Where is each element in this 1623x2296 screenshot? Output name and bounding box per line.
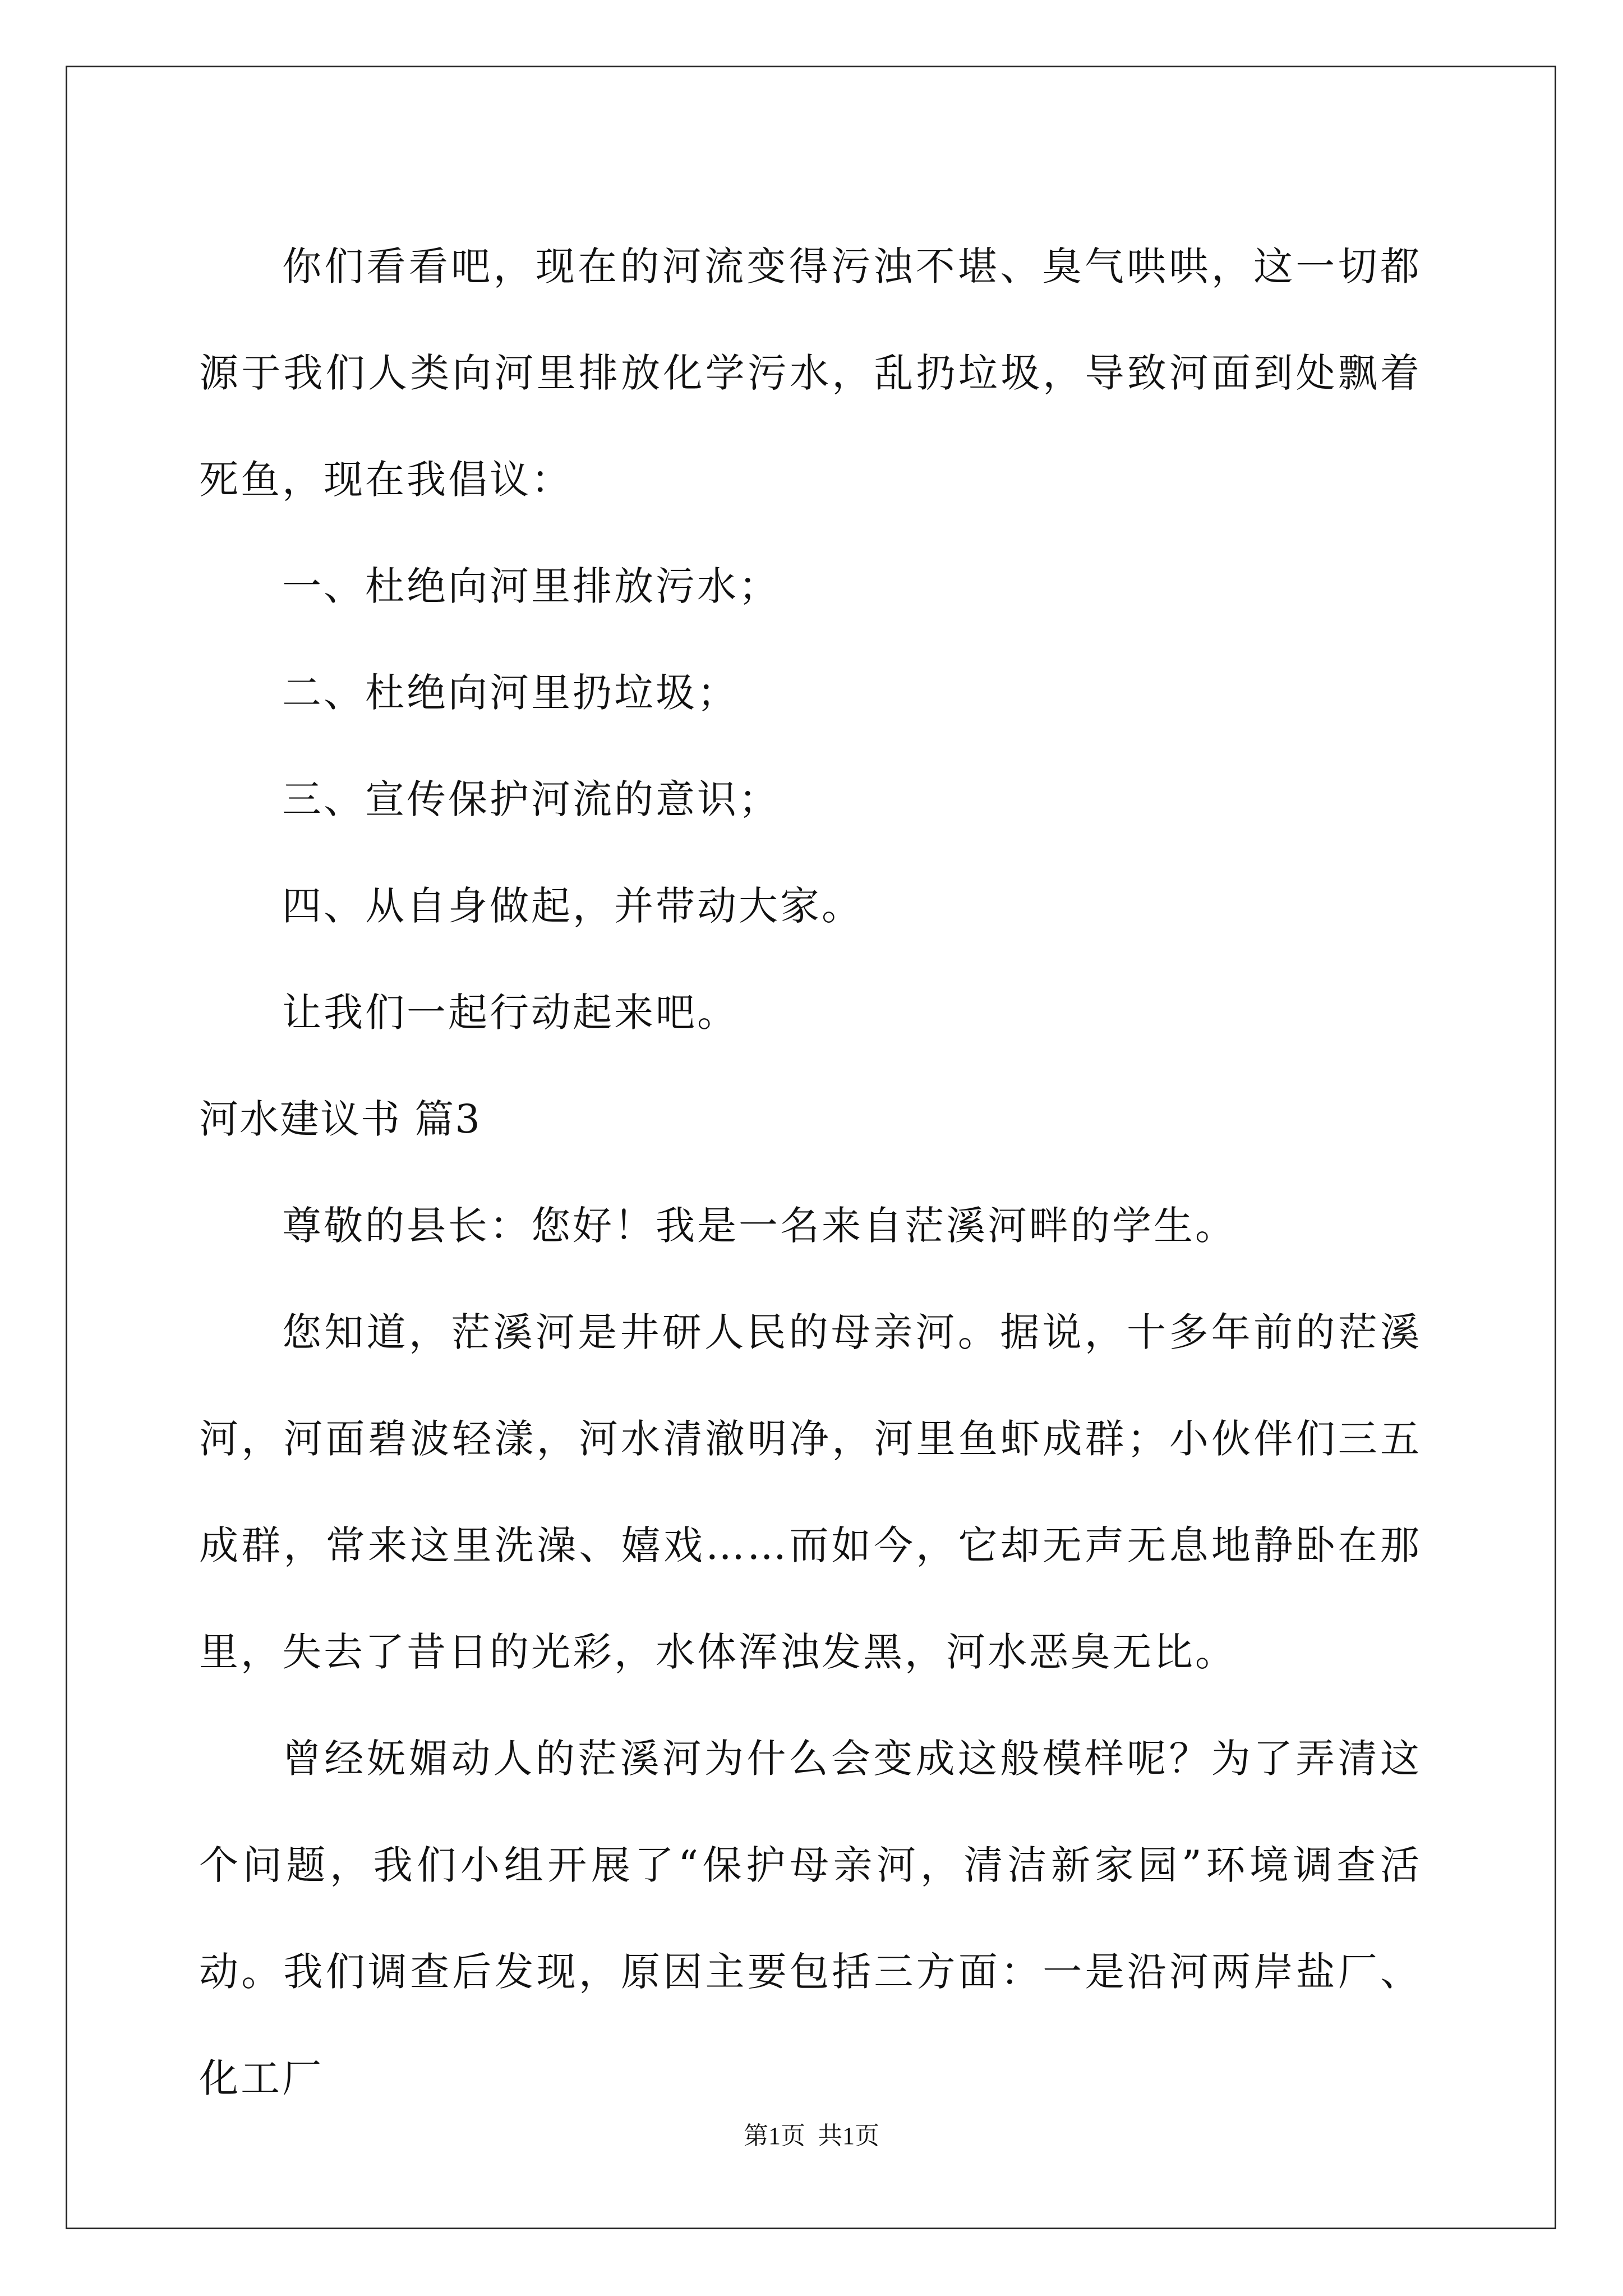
paragraph: 曾经妩媚动人的茫溪河为什么会变成这般模样呢？为了弄清这个问题，我们小组开展了“保护母亲河，清洁新家园”环境调查活动。我们调查后发现，原因主要包括三方面：一是沿河两岸盐厂、化工厂 xyxy=(199,1736,1422,2101)
paragraph: 你们看看吧，现在的河流变得污浊不堪、臭气哄哄，这一切都源于我们人类向河里排放化学污水，乱扔垃圾，导致河面到处飘着死鱼，现在我倡议： xyxy=(199,243,1422,503)
salutation: 尊敬的县长：您好！我是一名来自茫溪河畔的学生。 xyxy=(282,1203,1237,1249)
list-item-3: 三、宣传保护河流的意识； xyxy=(282,776,780,822)
list-item-1: 一、杜绝向河里排放污水； xyxy=(282,563,780,609)
section-heading: 河水建议书 篇3 xyxy=(199,1096,481,1142)
list-item-2: 二、杜绝向河里扔垃圾； xyxy=(282,670,739,716)
document-body xyxy=(199,213,1422,2132)
page-number: 第1页 共1页 xyxy=(744,2122,879,2150)
paragraph: 您知道，茫溪河是井研人民的母亲河。据说，十多年前的茫溪河，河面碧波轻漾，河水清澈明净，河里鱼虾成群；小伙伴们三五成群，常来这里洗澡、嬉戏……而如今，它却无声无息地静卧在那里，失去了昔日的光彩，水体浑浊发黑，河水恶臭无比。 xyxy=(199,1309,1422,1675)
page-footer xyxy=(0,2119,1623,2153)
list-item-4: 四、从自身做起，并带动大家。 xyxy=(282,883,863,929)
paragraph: 让我们一起行动起来吧。 xyxy=(282,990,739,1036)
